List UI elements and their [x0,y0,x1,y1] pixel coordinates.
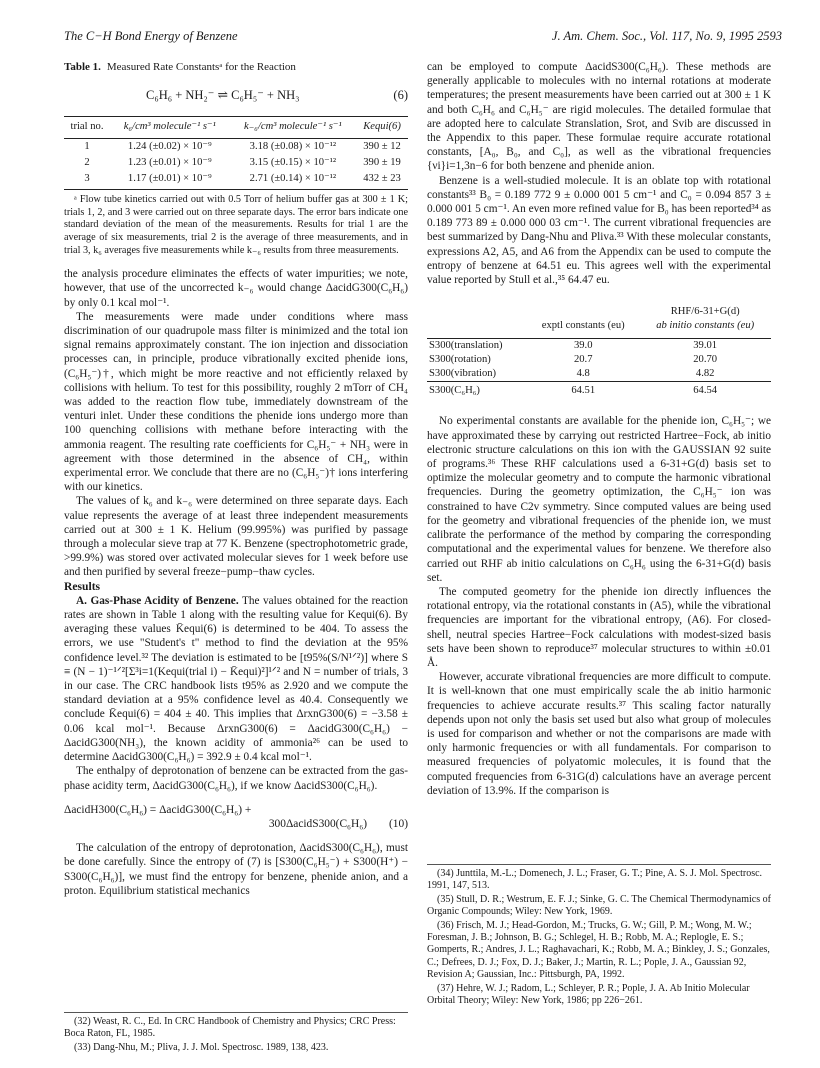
col-header-k-6: k₋₆/cm³ molecule⁻¹ s⁻¹ [230,117,357,138]
table-row-total [427,382,771,399]
equation-10 [64,803,408,831]
table1-label: Table 1. [64,61,101,73]
entropy-table [427,303,771,398]
table1-caption [64,60,408,74]
equation-number: (10) [389,817,408,830]
table1-caption-text: Measured Rate Constantsᵃ for the Reaction [106,61,296,73]
reference-item: (34) Junttila, M.-L.; Domenech, J. L.; Fraser, G. T.; Pine, A. S. J. Mol. Spectrosc. 1991, 147, 513. [427,868,763,892]
references-left [64,1012,408,1055]
running-header-title: The C−H Bond Energy of Benzene [64,29,238,43]
table-cell: 1 [84,140,90,152]
table-cell: 20.7 [573,353,593,365]
table-cell: 64.51 [571,385,596,397]
table-header-row [427,303,771,335]
col-header-kequi: Kequi(6) [356,117,408,138]
running-header-citation: J. Am. Chem. Soc., Vol. 117, No. 9, 1995 2593 [551,29,782,43]
table-cell: 3 [64,171,110,190]
table-cell: S300(vibration) [427,367,527,382]
equation-rhs: 300ΔacidS300(C₆H₆) [268,817,368,830]
rate-constants-table [64,116,408,190]
reaction-formula: C₆H₆ + NH₂⁻ ⇌ C₆H₅⁻ + NH₃ [146,88,300,103]
col-header-exptl: exptl constants (eu) [541,320,625,332]
table-cell: 432 ± 23 [356,171,408,190]
col-header-blank [427,303,527,335]
reaction-number: (6) [393,88,408,103]
table-row [427,353,771,367]
table-cell: 390 ± 19 [363,156,401,168]
right-column [427,60,771,798]
paragraph: However, accurate vibrational frequencies are more difficult to compute. It is well-known that one must empirically scale the ab initio harmonic frequencies to achieve accurate results.³⁷ This scaling factor naturally depends upon not only the basis set used but also what group of molecules is used for comparison and whether or not the comparisons are made with only harmonic frequencies or with all fundamentals. For comparison to measured frequencies of polyatomic molecules, it is found that the computed frequencies from 6-31G(d) calculations have an average percent deviation of 13.9%. If the comparison is [427,671,771,797]
reference-item: (35) Stull, D. R.; Westrum, E. F. J.; Sinke, G. C. The Chemical Thermodynamics of Organic Compounds; Wiley: New York, 1969. [427,893,771,918]
paragraph: The computed geometry for the phenide ion directly influences the rotational entropy, via the rotational constants in (A5), while the vibrational frequencies are important for the vibrational entropy, (A6). For closed-shell, neutral species Hartree−Fock calculations with modest-sized basis sets have been shown to reproduce³⁷ molecular structures to within ±0.01 Å. [427,585,771,669]
table-row [427,338,771,353]
reaction-equation [64,88,408,102]
col-header-k6: k₆/cm³ molecule⁻¹ s⁻¹ [110,117,230,138]
section-heading-results: Results [64,579,101,593]
equation-lhs: ΔacidH300(C₆H₆) = ΔacidG300(C₆H₆) + [64,803,252,816]
col-header-trial: trial no. [64,117,110,138]
paragraph-text: The values obtained for the reaction rates are shown in Table 1 along with the resulting value for Kequi(6). By averaging these values K̄equi(6) is determined to be 404. To assess the errors, we use "Student's t" method to find the deviation at the 95% confidence level.³² The deviation is estimated to be [t95%(S/N¹ᐟ²)] where S ≡ (N − 1)⁻¹ᐟ²[Σ³i=1(Kequi(trial i) − K̄equi)²]¹ᐟ² and N = number of trials, 3 in our case. The CRC handbook lists t95% as 2.920 and we compute the standard deviation at a 95% confidence level as 40.4. Consequently we conclude K̄equi(6) = 404 ± 40. This implies that ΔrxnG300(6) = −3.58 ± 0.06 kcal mol⁻¹. Because ΔrxnG300(6) = ΔacidG300(C₆H₆) − ΔacidG300(NH₃), the known acidity of ammonia²⁶ can be used to determine ΔacidG300(C₆H₆) = 392.9 ± 0.4 kcal mol⁻¹. [64,594,409,764]
table-cell: 4.8 [527,367,639,382]
table-cell: 1.17 (±0.01) × 10⁻⁹ [110,171,230,190]
paragraph: The enthalpy of deprotonation of benzene can be extracted from the gas-phase acidity term, ΔacidG300(C₆H₆), if we know ΔacidS300(C₆H₆). [64,765,408,792]
table-row [64,138,408,155]
table-cell: S300(translation) [429,339,503,351]
table1-footnote: ᵃ Flow tube kinetics carried out with 0.5 Torr of helium buffer gas at 300 ± 1 K; trials 1, 2, and 3 were carried out on three separate days. The error bars indicate one standard deviation of the mean of the measurements. Results for trial 1 are the average of six measurements, trial 2 is the average of three measurements, and in trial 3, k₆ averages five measurements while k₋₆ results from three measurements. [64,194,408,256]
table-cell: 390 ± 12 [363,140,401,152]
table-row [64,171,408,190]
reference-item: (33) Dang-Nhu, M.; Pliva, J. J. Mol. Spectrosc. 1989, 138, 423. [74,1041,329,1053]
table-cell: 20.70 [693,353,718,365]
paragraph-gas-phase-acidity [64,594,408,764]
reference-item: (37) Hehre, W. J.; Radom, L.; Schleyer, P. R.; Pople, J. A. Ab Initio Molecular Orbital Theory; Wiley: New York, 1986; pp 226−261. [427,982,750,1007]
references-right [427,864,771,1008]
table-cell: 1.23 (±0.01) × 10⁻⁹ [127,156,212,168]
table-cell: 2.71 (±0.14) × 10⁻¹² [230,171,357,190]
col-header-abinitio-line2: ab initio constants (eu) [656,320,755,332]
col-header-abinitio-line1: RHF/6-31+G(d) [670,306,740,318]
left-column [64,60,408,898]
paragraph: The values of k₆ and k₋₆ were determined on three separate days. Each value represents the average of at least three independent measurements carried out at 300 ± 1 K. Helium (99.995%) was purified by passage through a molecular sieve trap at 77 K. Benzene (spectrophotometric grade, >99.9%) was stored over activated molecular sieves for 1 week before use and then purified by several freeze−pump−thaw cycles. [64,495,408,579]
table-cell: 2 [84,156,90,168]
table-cell: 4.82 [639,367,771,382]
equation-rhs-row [64,817,408,831]
col-header-abinitio [639,303,771,335]
paragraph: Benzene is a well-studied molecule. It is an oblate top with rotational constants³³ B₀ = 0.189 772 9 ± 0.000 001 5 cm⁻¹ and C₀ = 0.094 857 3 ± 0.000 001 5 cm⁻¹. An even more refined value for B₀ has been reported³⁴ as 0.189 773 89 ± 0.000 000 03 cm⁻¹. The current vibrational frequencies are best summarized by Dang-Nhu and Pliva.³³ With these molecular constants, expressions A2, A5, and A6 from the Appendix can be used to compute the entropy of benzene at 64.51 eu. This agrees well with the experimental value reported by Stull et al.,³⁵ 64.47 eu. [427,174,771,287]
table-cell: 3.15 (±0.15) × 10⁻¹² [249,156,337,168]
table-cell: 64.54 [693,385,718,397]
table-row [427,367,771,382]
paragraph: the analysis procedure eliminates the effects of water impurities; we note, however, that use of the uncorrected k₋₆ would change ΔacidG300(C₆H₆) by only 0.1 kcal mol⁻¹. [64,268,408,309]
table-cell: 39.0 [573,339,593,351]
table-cell: 1.24 (±0.02) × 10⁻⁹ [127,140,212,152]
reference-item: (36) Frisch, M. J.; Head-Gordon, M.; Trucks, G. W.; Gill, P. M.; Wong, M. W.; Foresman, J. B.; Johnson, B. G.; Schlegel, H. B.; Robb, M. A.; Replogle, E. S.; Gomperts, R.; Andres, J. L.; Raghavachari, K.; Robb, M. A.; Binkley, J. S.; Gonzales, C.; Defrees, D. J.; Fox, D. J.; Baker, J.; Martin, R. L.; Pople, J. A., Gaussian 92, Revision A; Gaussian, Inc.: Pittsburgh, PA, 1992. [427,919,770,981]
paragraph: The measurements were made under conditions where mass discrimination of our quadrupole mass filter is minimized and the total ion signal remains approximately constant. The ion injection and dissociation processes can, in principle, produce vibrationally excited phenide ions, (C₆H₅⁻)†, which might be more reactive and not efficiently relaxed by collisions with helium. To test for this possibility, roughly 2 mTorr of CH₄ was added to the reaction flow tube, immediately downstream of the venturi inlet. Under these conditions the phenide ions undergo more than 100 quenching collisions with methane before interacting with the ammonia reagent. The resulting rate coefficients for C₆H₅⁻ + NH₃ were in agreement with those determined in the absence of CH₄, within experimental error. We conclude that there are no (C₆H₅⁻)† ions interfering with our kinetics. [64,310,408,494]
paragraph: can be employed to compute ΔacidS300(C₆H₆). These methods are generally applicable to molecules with no internal rotations at moderate temperatures; the present measurements have been carried out at 300 ± 1 K and both C₆H₆ and C₆H₅⁻ are rigid molecules. The detailed formulae that are adopted here to calculate Stranslation, Srot, and Svib are discussed in the Appendix to this paper. These formulae require accurate rotational constants, [A₀, B₀, and C₀], as well as the vibrational frequencies {νi}i=1,3n−6 for both benzene and phenide anion. [427,61,771,173]
table-row [64,155,408,171]
table-cell: 3.18 (±0.08) × 10⁻¹² [249,140,337,152]
paragraph: No experimental constants are available for the phenide ion, C₆H₅⁻; we have approximated these by carrying out restricted Hartree−Fock, ab initio electronic structure calculations on this ion with the GAUSSIAN 92 suite of programs.³⁶ These RHF calculations used a 6-31+G(d) basis set to optimize the molecular geometry and to compute the harmonic vibrational frequencies. During the geometry optimization, the C₆H₅⁻ ion was constrained to have C2v symmetry. Since computed values are being used for the geometry and vibrational frequencies of the phenide ion, we must calibrate the performance of the method by comparing the corresponding computational and the experimental values for benzene. We therefore also carried out RHF ab initio calculations on C₆H₆ using the 6-31+G(d) basis set. [427,415,771,584]
paragraph: The calculation of the entropy of deprotonation, ΔacidS300(C₆H₆), must be done carefully. Since the entropy of (7) is [S300(C₆H₅⁻) + S300(H⁺) − S300(C₆H₆)], we must find the entropy for benzene, phenide anion, and a proton. Equilibrium statistical mechanics [64,842,408,897]
table-cell: 39.01 [693,339,718,351]
subsection-heading: A. Gas-Phase Acidity of Benzene. [76,594,239,607]
reference-item: (32) Weast, R. C., Ed. In CRC Handbook of Chemistry and Physics; CRC Press: Boca Raton, FL, 1985. [64,1016,396,1040]
table-cell: S300(rotation) [429,353,491,365]
table-cell: S300(C₆H₆) [429,385,480,397]
table-header-row [64,117,408,138]
